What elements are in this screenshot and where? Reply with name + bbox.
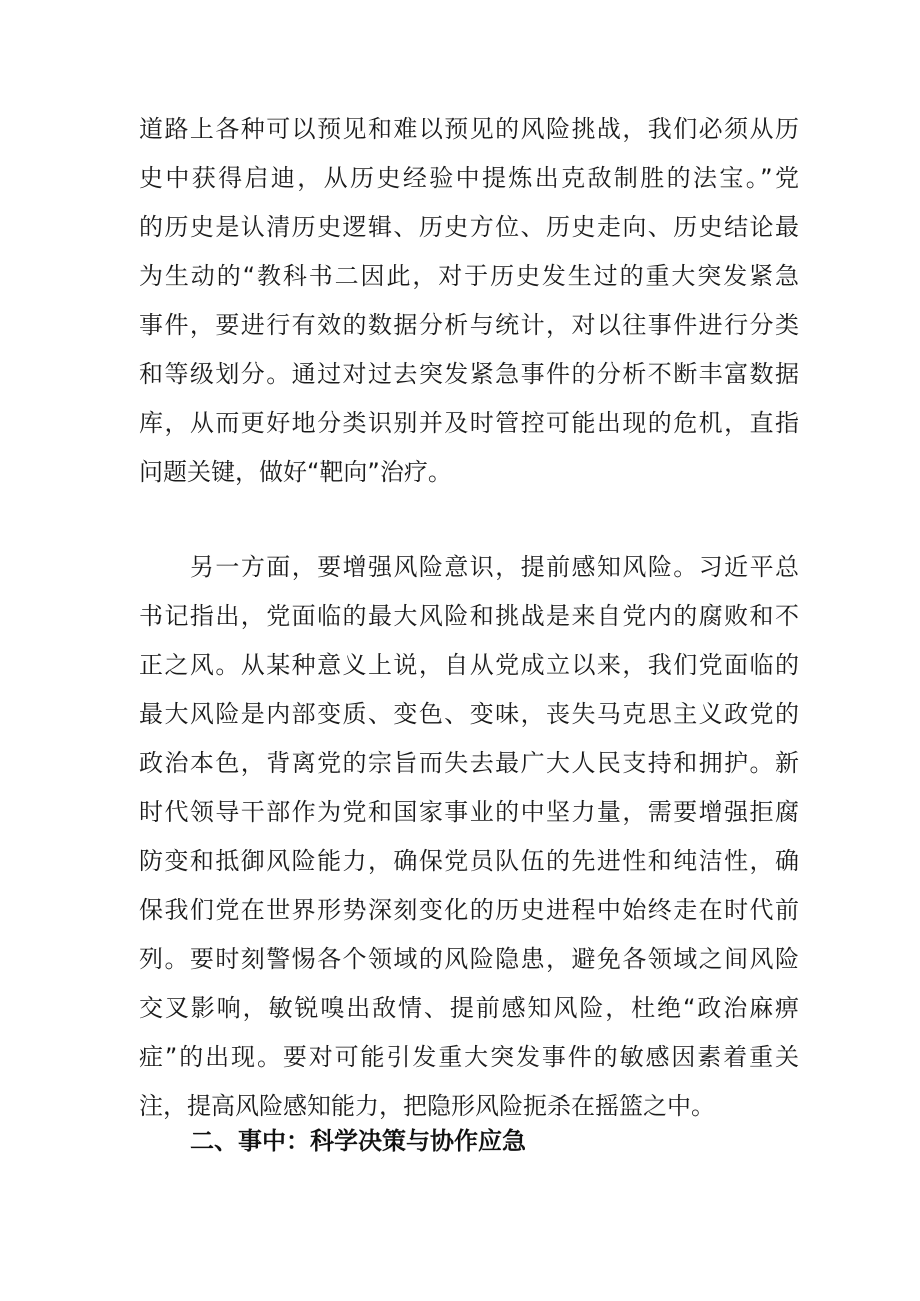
paragraph-line: 的历史是认清历史逻辑、历史方位、历史走向、历史结论最 — [139, 213, 799, 241]
paragraph-line: 库，从而更好地分类识别并及时管控可能出现的危机，直指 — [139, 409, 799, 437]
paragraph-line: 防变和抵御风险能力，确保党员队伍的先进性和纯洁性，确 — [139, 847, 799, 875]
paragraph-line: 另一方面，要增强风险意识，提前感知风险。习近平总 — [190, 553, 799, 581]
paragraph-line: 保我们党在世界形势深刻变化的历史进程中始终走在时代前 — [139, 896, 799, 924]
paragraph-line: 列。要时刻警惕各个领域的风险隐患，避免各领域之间风险 — [139, 945, 799, 973]
paragraph-line: 交叉影响，敏锐嗅出敌情、提前感知风险，杜绝“政治麻痹 — [139, 994, 799, 1022]
paragraph-line: 书记指出，党面临的最大风险和挑战是来自党内的腐败和不 — [139, 602, 799, 630]
paragraph-line: 注，提高风险感知能力，把隐形风险扼杀在摇篮之中。 — [139, 1092, 715, 1120]
paragraph-line: 正之风。从某种意义上说，自从党成立以来，我们党面临的 — [139, 651, 799, 679]
paragraph-line: 事件，要进行有效的数据分析与统计，对以往事件进行分类 — [139, 311, 799, 339]
paragraph-line: 史中获得启迪，从历史经验中提炼出克敌制胜的法宝。”党 — [139, 164, 799, 192]
paragraph-line: 政治本色，背离党的宗旨而失去最广大人民支持和拥护。新 — [139, 749, 799, 777]
paragraph-line: 时代领导干部作为党和国家事业的中坚力量，需要增强拒腐 — [139, 798, 799, 826]
paragraph-line: 最大风险是内部变质、变色、变味，丧失马克思主义政党的 — [139, 700, 799, 728]
section-heading: 二、事中：科学决策与协作应急 — [190, 1127, 526, 1155]
paragraph-line: 问题关键，做好“靶向”治疗。 — [139, 458, 452, 486]
paragraph-line: 症”的出现。要对可能引发重大突发事件的敏感因素着重关 — [139, 1043, 799, 1071]
paragraph-line: 道路上各种可以预见和难以预见的风险挑战，我们必须从历 — [139, 115, 799, 143]
paragraph-line: 为生动的“教科书二因此，对于历史发生过的重大突发紧急 — [139, 262, 799, 290]
paragraph-line: 和等级划分。通过对过去突发紧急事件的分析不断丰富数据 — [139, 360, 799, 388]
